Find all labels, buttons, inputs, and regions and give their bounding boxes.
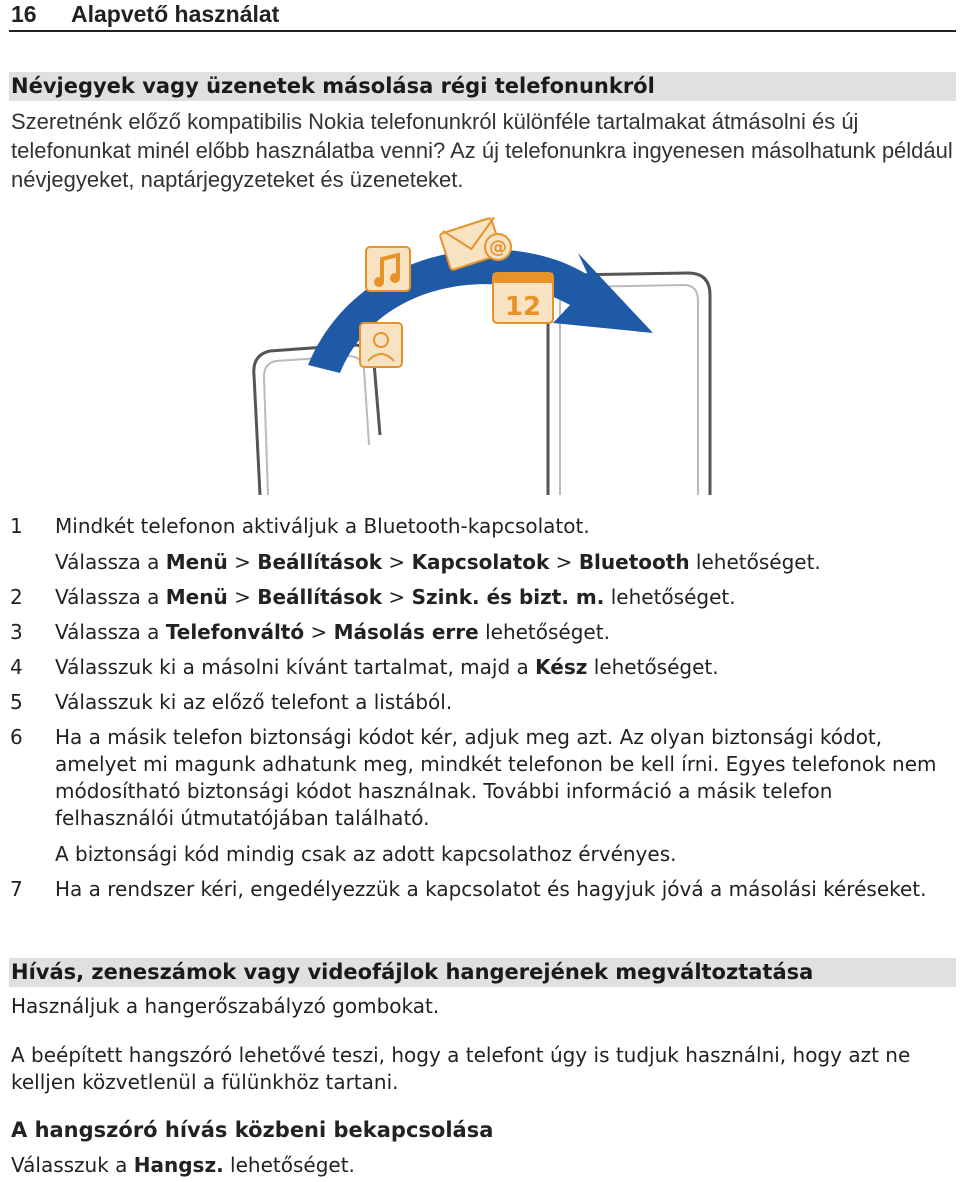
- text-part: Válasszuk ki a másolni kívánt tartalmat, majd a: [55, 655, 536, 679]
- music-note-icon: [366, 247, 410, 291]
- step-number: 2: [10, 585, 23, 609]
- separator: >: [382, 585, 412, 609]
- speaker-subheading: A hangszóró hívás közbeni bekapcsolása: [11, 1118, 494, 1142]
- settings-label: Beállítások: [257, 585, 383, 609]
- text-part: lehetőséget.: [478, 620, 610, 644]
- step-text: Ha a rendszer kéri, engedélyezzük a kapcsolatot és hagyjuk jóvá a másolási kéréseket.: [55, 877, 927, 901]
- step-5: [9, 689, 954, 716]
- sync-label: Szink. és bizt. m.: [411, 585, 605, 609]
- calendar-icon: [493, 273, 553, 323]
- done-label: Kész: [535, 655, 588, 679]
- speaker-instruction: [11, 1152, 956, 1179]
- text-part: Válassza a: [55, 550, 166, 574]
- step-number: 4: [10, 655, 23, 679]
- step-2: [9, 584, 954, 611]
- page-header: [9, 0, 956, 32]
- step-6: [9, 724, 954, 868]
- menu-label: Menü: [165, 550, 228, 574]
- step-number: 3: [10, 620, 23, 644]
- step-number: 1: [10, 514, 23, 538]
- separator: >: [227, 585, 258, 609]
- contact-icon: [360, 323, 402, 367]
- step-4: [9, 654, 954, 681]
- step-number: 5: [10, 690, 23, 714]
- volume-paragraph: Használjuk a hangerőszabályzó gombokat.: [11, 994, 440, 1018]
- step-text: Mindkét telefonon aktiváljuk a Bluetooth-kapcsolatot.: [55, 514, 590, 538]
- speaker-paragraph: A beépített hangszóró lehetővé teszi, hogy a telefont úgy is tudjuk használni, hogy azt ne kelljen közvetlenül a fülünkhöz tartani.: [11, 1043, 911, 1094]
- step-number: 7: [10, 877, 23, 901]
- text-part: lehetőséget.: [604, 585, 736, 609]
- separator: >: [304, 620, 334, 644]
- step-note: [55, 549, 954, 576]
- section-heading-volume: Hívás, zeneszámok vagy videofájlok hangerejének megváltoztatása: [9, 958, 956, 987]
- page-number: 16: [11, 1, 37, 27]
- transfer-illustration: [248, 205, 728, 495]
- at-sign-icon: [485, 234, 511, 260]
- text-part: Válassza a: [55, 585, 166, 609]
- separator: >: [227, 550, 258, 574]
- text-part: lehetőséget.: [689, 550, 821, 574]
- settings-label: Beállítások: [257, 550, 383, 574]
- separator: >: [549, 550, 579, 574]
- step-3: [9, 619, 954, 646]
- step-number: 6: [10, 725, 23, 749]
- connections-label: Kapcsolatok: [411, 550, 550, 574]
- speaker-option-label: Hangsz.: [133, 1153, 224, 1177]
- bluetooth-label: Bluetooth: [578, 550, 690, 574]
- step-1: [9, 513, 954, 576]
- calendar-day: 12: [504, 292, 542, 322]
- step-text: Válasszuk ki az előző telefont a listából.: [55, 690, 453, 714]
- step-7: [9, 876, 954, 903]
- section-heading-copy-contacts: Névjegyek vagy üzenetek másolása régi telefonunkról: [9, 72, 956, 101]
- step-note: A biztonsági kód mindig csak az adott kapcsolathoz érvényes.: [55, 842, 677, 866]
- text-part: Válasszuk a: [11, 1153, 134, 1177]
- copy-label: Másolás erre: [333, 620, 479, 644]
- svg-text:@: @: [489, 237, 507, 258]
- step-text: Ha a másik telefon biztonsági kódot kér, adjuk meg azt. Az olyan biztonsági kódot, amelyet mi magunk adhatunk meg, mindkét telefonon be kell írni. Egyes telefonok nem módosítható biztonsági kódot használnak. További információ a másik telefon felhasználói útmutatójában található.: [55, 725, 937, 830]
- text-part: Válassza a: [55, 620, 166, 644]
- menu-label: Menü: [165, 585, 228, 609]
- page-title: Alapvető használat: [71, 1, 280, 27]
- intro-paragraph: Szeretnénk előző kompatibilis Nokia telefonunkról különféle tartalmakat átmásolni és új telefonunkat minél előbb használatba venni? Az új telefonunkra ingyenesen másolhatunk például névjegyeket, naptárjegyzeteket és üzeneteket.: [11, 109, 953, 192]
- old-phone-icon: [254, 345, 380, 495]
- separator: >: [382, 550, 412, 574]
- text-part: lehetőséget.: [223, 1153, 355, 1177]
- text-part: lehetőséget.: [587, 655, 719, 679]
- steps-list: [9, 513, 954, 903]
- switch-label: Telefonváltó: [165, 620, 305, 644]
